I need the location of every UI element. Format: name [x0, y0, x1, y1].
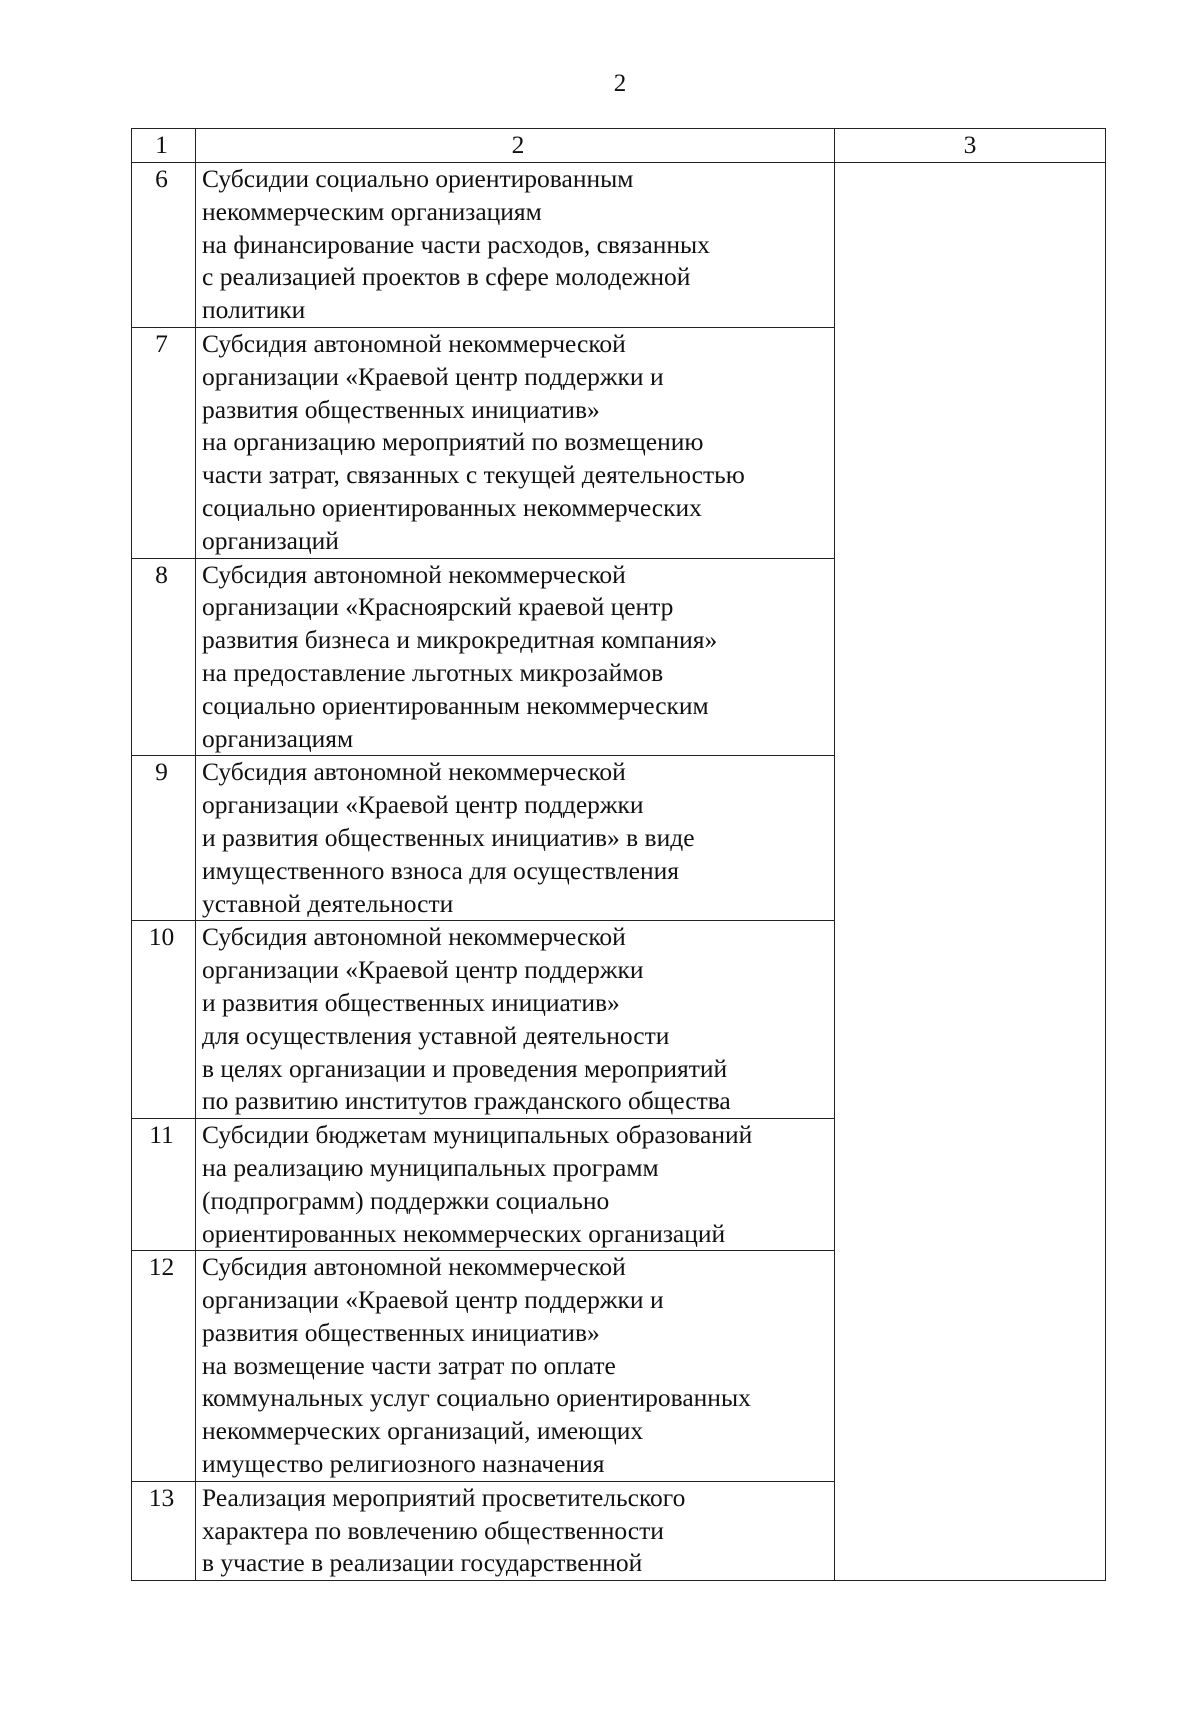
description-line: организациям — [202, 723, 354, 753]
description-line: для осуществления уставной деятельности — [202, 1020, 670, 1050]
row-col-3 — [835, 558, 1106, 756]
row-number: 8 — [132, 558, 196, 756]
subsidies-table — [131, 128, 1106, 1581]
description-line: некоммерческих организаций, имеющих — [202, 1416, 644, 1446]
row-description — [196, 756, 835, 921]
description-line: Субсидии социально ориентированным — [202, 164, 634, 193]
description-line: развития бизнеса и микрокредитная компания» — [202, 625, 718, 655]
description-line: организаций — [202, 525, 339, 555]
row-number: 6 — [132, 163, 196, 328]
description-line: политики — [202, 295, 306, 325]
table-header-row — [132, 129, 1106, 163]
header-col-3: 3 — [835, 129, 1106, 163]
table-row — [132, 327, 1106, 558]
description-line: части затрат, связанных с текущей деятельностью — [202, 460, 745, 490]
description-line: организации «Краевой центр поддержки — [202, 955, 644, 985]
description-line: на возмещение части затрат по оплате — [202, 1350, 616, 1380]
header-col-2: 2 — [196, 129, 835, 163]
description-line: социально ориентированным некоммерческим — [202, 690, 709, 720]
row-number: 10 — [132, 921, 196, 1119]
description-line: на реализацию муниципальных программ — [202, 1152, 659, 1182]
row-description — [196, 558, 835, 756]
description-line: на финансирование части расходов, связанных — [202, 229, 710, 259]
row-col-3 — [835, 327, 1106, 558]
description-line: имущественного взноса для осуществления — [202, 855, 679, 885]
description-line: имущество религиозного назначения — [202, 1449, 605, 1479]
row-col-3 — [835, 1251, 1106, 1482]
description-line: Субсидии бюджетам муниципальных образований — [202, 1120, 753, 1150]
description-line: (подпрограмм) поддержки социально — [202, 1185, 610, 1215]
row-description — [196, 1481, 835, 1580]
description-line: организации «Краевой центр поддержки и — [202, 361, 664, 391]
row-description — [196, 921, 835, 1119]
description-line: Реализация мероприятий просветительского — [202, 1482, 686, 1512]
description-line: коммунальных услуг социально ориентированных — [202, 1383, 751, 1413]
row-description — [196, 1119, 835, 1251]
row-col-3 — [835, 163, 1106, 328]
description-line: в участие в реализации государственной — [202, 1548, 643, 1578]
description-line: с реализацией проектов в сфере молодежной — [202, 262, 691, 292]
description-line: по развитию институтов гражданского общества — [202, 1086, 731, 1116]
description-line: социально ориентированных некоммерческих — [202, 492, 702, 522]
description-line: в целях организации и проведения мероприятий — [202, 1053, 728, 1083]
description-line: развития общественных инициатив» — [202, 394, 600, 424]
description-line: Субсидия автономной некоммерческой — [202, 1252, 626, 1282]
description-line: Субсидия автономной некоммерческой — [202, 757, 626, 787]
table-row — [132, 921, 1106, 1119]
table-row — [132, 1251, 1106, 1482]
description-line: Субсидия автономной некоммерческой — [202, 922, 626, 952]
row-number: 7 — [132, 327, 196, 558]
table-row — [132, 756, 1106, 921]
description-line: ориентированных некоммерческих организаций — [202, 1218, 726, 1248]
description-line: организации «Краевой центр поддержки — [202, 790, 644, 820]
row-number: 12 — [132, 1251, 196, 1482]
table-row — [132, 163, 1106, 328]
description-line: развития общественных инициатив» — [202, 1317, 600, 1347]
description-line: Субсидия автономной некоммерческой — [202, 559, 626, 589]
header-col-1: 1 — [132, 129, 196, 163]
description-line: на предоставление льготных микрозаймов — [202, 657, 664, 687]
row-number: 9 — [132, 756, 196, 921]
row-description — [196, 163, 835, 328]
description-line: организации «Красноярский краевой центр — [202, 592, 674, 622]
description-line: характера по вовлечению общественности — [202, 1515, 664, 1545]
description-line: организации «Краевой центр поддержки и — [202, 1285, 664, 1315]
description-line: и развития общественных инициатив» в виде — [202, 822, 695, 852]
description-line: и развития общественных инициатив» — [202, 987, 620, 1017]
row-col-3 — [835, 1119, 1106, 1251]
row-description — [196, 327, 835, 558]
row-col-3 — [835, 1481, 1106, 1580]
description-line: на организацию мероприятий по возмещению — [202, 427, 704, 457]
table-row — [132, 1481, 1106, 1580]
description-line: некоммерческим организациям — [202, 196, 542, 226]
row-number: 11 — [132, 1119, 196, 1251]
row-description — [196, 1251, 835, 1482]
row-number: 13 — [132, 1481, 196, 1580]
row-col-3 — [835, 756, 1106, 921]
row-col-3 — [835, 921, 1106, 1119]
description-line: Субсидия автономной некоммерческой — [202, 328, 626, 358]
description-line: уставной деятельности — [202, 888, 454, 918]
table-row — [132, 1119, 1106, 1251]
page-number: 2 — [613, 70, 627, 97]
table-row — [132, 558, 1106, 756]
